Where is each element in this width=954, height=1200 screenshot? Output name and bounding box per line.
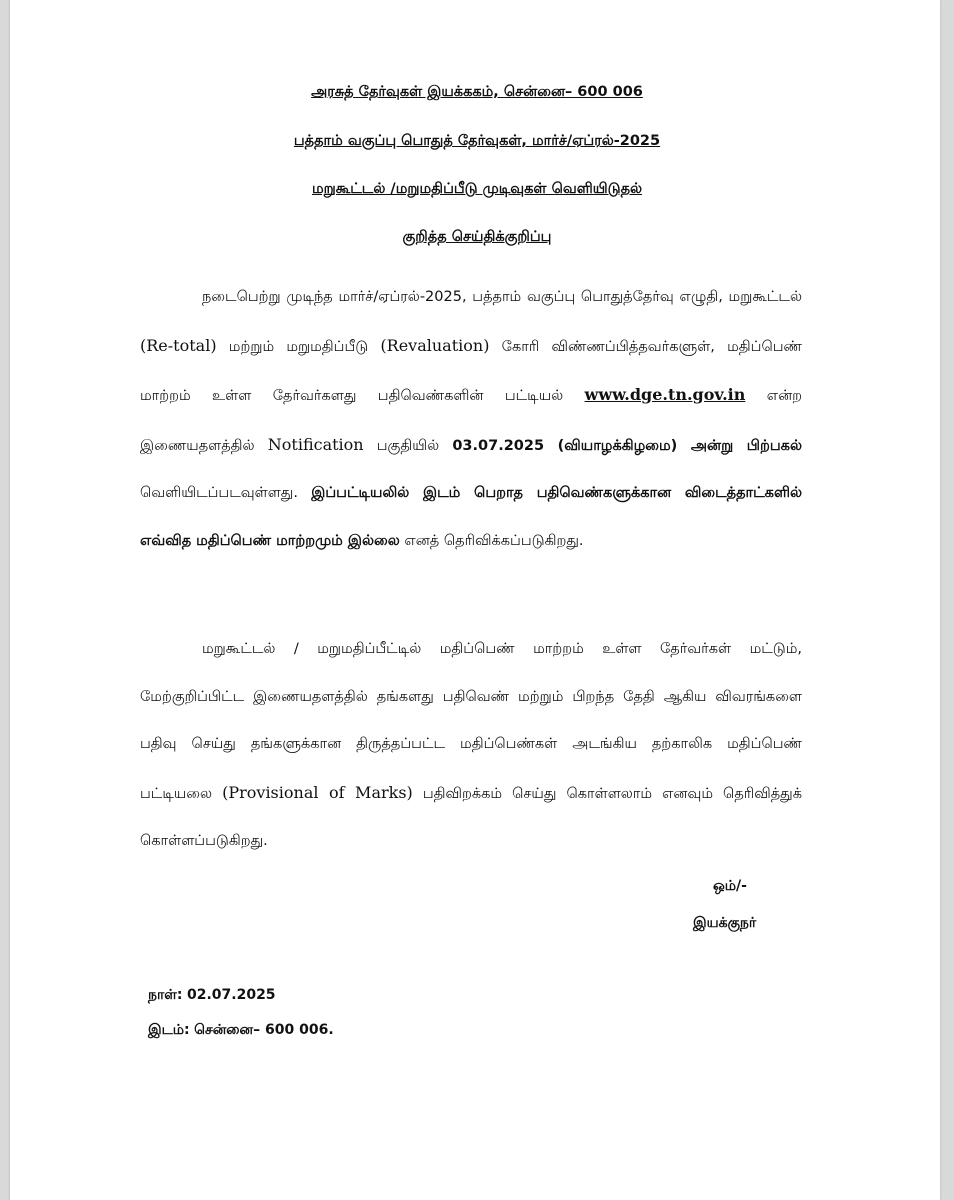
para1-text-4: என்ற இணையதளத்தில் <box>140 388 802 454</box>
no-change-notice: இப்பட்டியலில் இடம் பெறாத பதிவெண்களுக்கான விடைத்தாட்களில் எவ்வித மதிப்பெண் மாற்றமும் இல்லை <box>140 485 803 549</box>
date-value: 02.07.2025 <box>186 987 276 1003</box>
header-press-release: குறித்த செய்திக்குறிப்பு <box>402 229 552 245</box>
para1-text-2: மற்றும் மறுமதிப்பீடு <box>216 338 381 355</box>
signed-mark: ஒம்/- <box>713 878 747 894</box>
date-label: நாள்: <box>148 987 183 1003</box>
para1-text-1: நடைபெற்று முடிந்த மார்ச்/ஏப்ரல்-2025, பத்தாம் வகுப்பு பொதுத்தேர்வு எழுதி, மறுகூட்டல் <box>202 289 802 305</box>
place-value: சென்னை– 600 006. <box>194 1022 334 1038</box>
notification-term: Notification <box>267 434 364 454</box>
paragraph-1 <box>140 274 802 565</box>
paragraph-2 <box>140 626 802 866</box>
para1-text-7: எனத் தெரிவிக்கப்படுகிறது. <box>399 532 584 549</box>
para1-text-5: பகுதியில் <box>363 437 453 454</box>
retotal-term: (Re-total) <box>140 335 217 355</box>
place-line <box>148 1022 334 1040</box>
designation: இயக்குநர் <box>693 915 757 931</box>
para2-text-1: மறுகூட்டல் / மறுமதிப்பீட்டில் மதிப்பெண் மாற்றம் உள்ள தேர்வர்கள் மட்டும், மேற்குறிப்பிட்ட இணையதளத்தில் தங்களது பதிவெண் மற்றும் பிறந்த தேதி ஆகிய விவரங்களை பதிவு செய்து தங்களுக்கான திருத்தப்பட்ட மதிப்பெண்கள் அடங்கிய தற்காலிக மதிப்பெண் பட்டியலை <box>140 641 802 802</box>
provisional-term: (Provisional of Marks) <box>222 782 413 802</box>
header-subject: மறுகூட்டல் /மறுமதிப்பீடு முடிவுகள் வெளியிடுதல் <box>311 181 643 197</box>
place-label: இடம்: <box>148 1022 190 1038</box>
para1-text-3: கோரி விண்ணப்பித்தவர்களுள், மதிப்பெண் மாற்றம் உள்ள தேர்வர்களது பதிவெண்களின் பட்டியல் <box>140 338 802 404</box>
date-line <box>148 987 276 1005</box>
revaluation-term: (Revaluation) <box>380 335 490 355</box>
header-office: அரசுத் தேர்வுகள் இயக்ககம், சென்னை– 600 006 <box>311 84 643 100</box>
para2-text-2: பதிவிறக்கம் செய்து கொள்ளலாம் எனவும் தெரிவித்துக் கொள்ளப்படுகிறது. <box>140 785 803 849</box>
para1-text-6: வெளியிடப்படவுள்ளது. <box>140 485 312 501</box>
header-exam: பத்தாம் வகுப்பு பொதுத் தேர்வுகள், மார்ச்/ஏப்ரல்-2025 <box>293 133 661 149</box>
website-link[interactable]: www.dge.tn.gov.in <box>584 385 746 404</box>
release-date: 03.07.2025 (வியாழக்கிழமை) அன்று பிற்பகல் <box>452 437 802 454</box>
document-page <box>10 0 940 1200</box>
